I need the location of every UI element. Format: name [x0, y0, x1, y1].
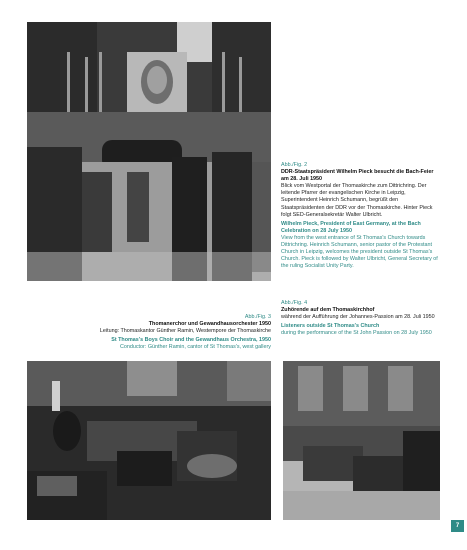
- figure-number: Abb./Fig. 4: [281, 300, 308, 306]
- caption-fig-3: [60, 314, 271, 351]
- figure-number: Abb./Fig. 3: [244, 314, 271, 320]
- caption-title-de: Thomanerchor und Gewandhausorchester 1950: [148, 321, 271, 328]
- caption-text-en: Conductor: Günther Ramin, cantor of St Thomas's, west gallery: [119, 344, 271, 351]
- photo-choir-orchestra: [27, 361, 271, 520]
- caption-title-en: Wilhelm Pieck, President of East Germany, at the Bach Celebration on 28 July 1950: [281, 220, 421, 234]
- caption-text-de: Leitung: Thomaskantor Günther Ramin, Westempore der Thomaskirche: [99, 328, 271, 335]
- caption-title-de: Zuhörende auf dem Thomaskirchhof: [281, 307, 375, 314]
- caption-title-en: St Thomas's Boys Choir and the Gewandhaus Orchestra, 1950: [111, 337, 271, 344]
- caption-text-de: Blick vom Westportal der Thomaskirche zum Dittrichring. Der leitende Pfarrer der evangelischen Kirche in Leipzig, Superintendent Heinrich Schumann, begrüßt den Staatspräsidenten der DDR vor der Thomaskirche. Hinter Pieck folgt SED-Generalsekretär Walter Ulbricht.: [281, 183, 433, 218]
- caption-text-en: View from the west entrance of St Thomas's Church towards Dittrichring. Heinrich Schumann, senior pastor of the Protestant Church in Leipzig, welcomes the president outside St Thomas's Church. Pieck is followed by Walter Ulbricht, General Secretary of the ruling Socialist Unity Party.: [281, 234, 438, 270]
- photo-bach-celebration: [27, 22, 271, 281]
- caption-text-de: während der Aufführung der Johannes-Passion am 28. Juli 1950: [281, 314, 435, 321]
- caption-fig-4: [281, 300, 441, 337]
- figure-number: Abb./Fig. 2: [281, 162, 308, 168]
- photo-listeners-outside: [283, 361, 440, 520]
- caption-title-de: DDR-Staatspräsident Wilhelm Pieck besucht die Bach-Feier am 28. Juli 1950: [281, 169, 434, 183]
- caption-fig-2: [281, 162, 441, 270]
- caption-title-en: Listeners outside St Thomas's Church: [281, 323, 380, 330]
- page-number: 7: [451, 520, 464, 532]
- caption-text-en: during the performance of the St John Passion on 28 July 1950: [281, 330, 432, 337]
